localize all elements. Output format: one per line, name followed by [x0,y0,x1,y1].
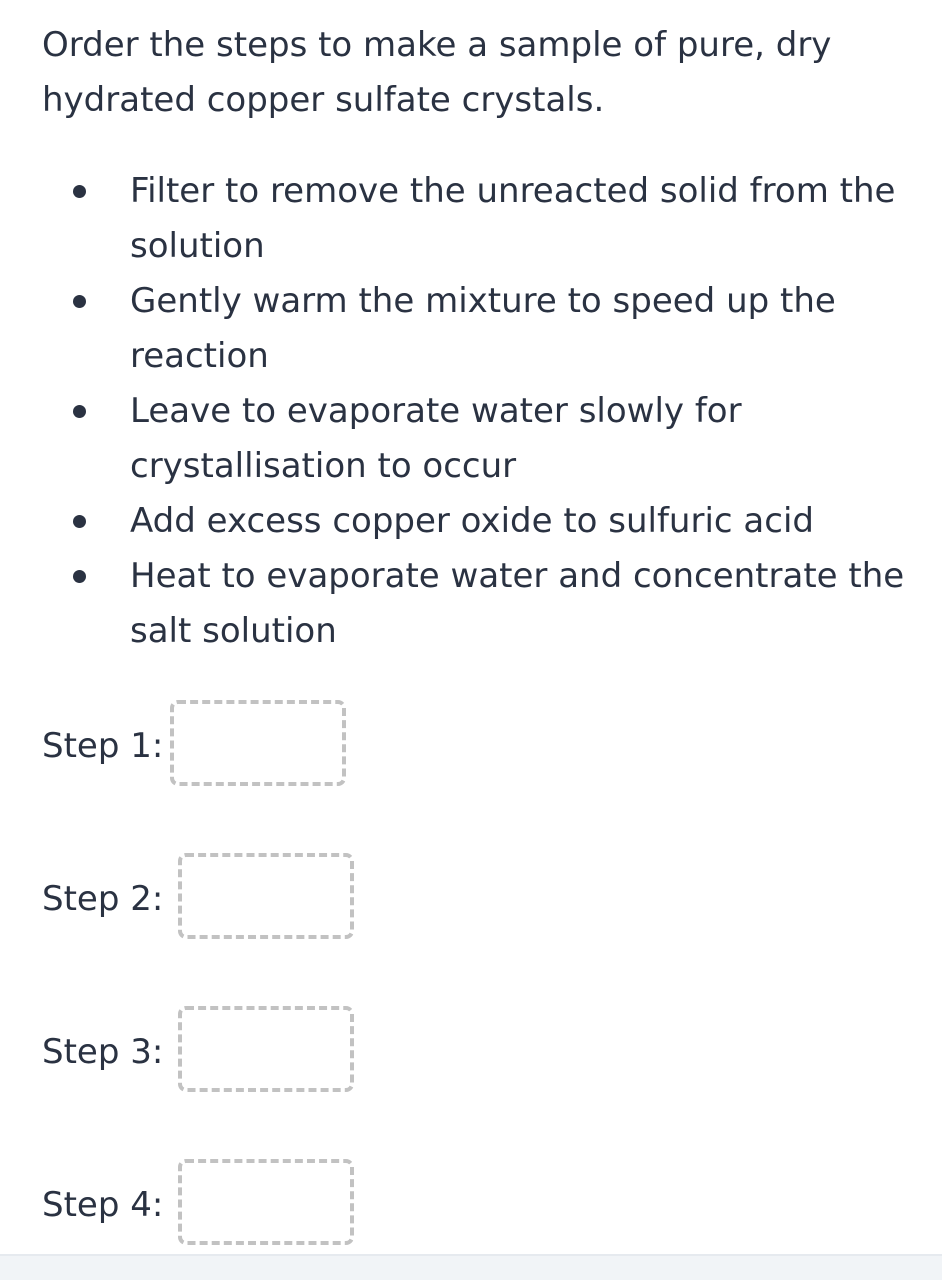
step-1-drop-slot[interactable] [170,700,346,786]
bullet-icon [73,295,86,308]
option-item[interactable] [0,494,942,549]
question-line-2: hydrated copper sulfate crystals. [42,80,605,120]
option-item[interactable] [0,384,942,494]
option-item[interactable] [0,549,942,659]
step-row-2 [42,853,542,943]
option-text: Filter to remove the unreacted solid from the solution [130,171,896,266]
option-text: Gently warm the mixture to speed up the reaction [130,281,836,376]
question-text [42,18,902,128]
bullet-icon [73,515,86,528]
step-3-drop-slot[interactable] [178,1006,354,1092]
step-label-1: Step 1: [42,726,164,766]
step-4-drop-slot[interactable] [178,1159,354,1245]
bullet-icon [73,185,86,198]
bullet-icon [73,405,86,418]
option-item[interactable] [0,274,942,384]
step-label-4: Step 4: [42,1185,164,1225]
option-text: Leave to evaporate water slowly for crystallisation to occur [130,391,742,486]
step-2-drop-slot[interactable] [178,853,354,939]
question-line-1: Order the steps to make a sample of pure, dry [42,25,832,65]
step-row-4 [42,1159,542,1249]
options-list [0,164,942,659]
bottom-bar [0,1254,942,1280]
bullet-icon [73,570,86,583]
step-label-2: Step 2: [42,879,164,919]
step-row-1 [42,700,542,790]
option-text: Heat to evaporate water and concentrate the salt solution [130,556,905,651]
option-text: Add excess copper oxide to sulfuric acid [130,501,814,541]
option-item[interactable] [0,164,942,274]
step-row-3 [42,1006,542,1096]
step-label-3: Step 3: [42,1032,164,1072]
